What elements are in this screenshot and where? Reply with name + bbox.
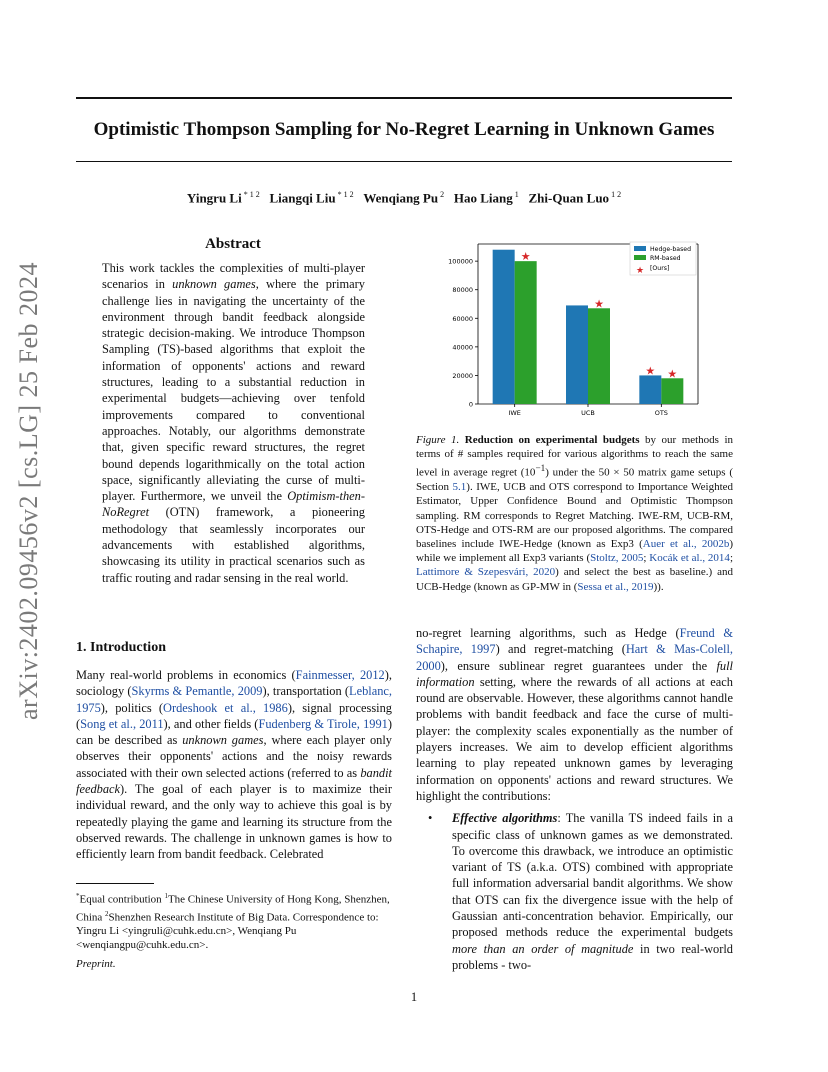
ours-star-marker: ★	[594, 297, 604, 311]
legend-label: Hedge-based	[650, 246, 692, 253]
y-tick-label: 20000	[452, 371, 473, 380]
x-tick-label: UCB	[581, 409, 595, 417]
citation-link[interactable]: Hart & Mas-Colell, 2000	[416, 642, 733, 673]
bar	[566, 305, 588, 404]
author-affiliation-mark: 1	[512, 190, 519, 199]
legend-label: [Ours]	[650, 265, 670, 272]
abstract-heading: Abstract	[205, 236, 261, 252]
footnote-rule	[76, 883, 154, 884]
citation-link[interactable]: Fainmesser, 2012	[295, 668, 385, 682]
citation-link[interactable]: Stoltz, 2005	[590, 552, 644, 565]
legend-swatch	[634, 246, 646, 251]
y-tick-label: 80000	[452, 286, 473, 295]
author-affiliation-mark: * 1 2	[241, 190, 260, 199]
x-tick-label: OTS	[654, 409, 668, 417]
citation-link[interactable]: Kocák et al., 2014	[649, 552, 730, 565]
title-rule	[76, 161, 732, 162]
budget-bar-chart	[432, 234, 732, 424]
citation-link[interactable]: Skyrms & Pemantle, 2009	[131, 684, 263, 699]
ours-star-marker: ★	[667, 367, 678, 381]
right-column-text	[416, 625, 733, 973]
author-name: Hao Liang	[453, 190, 513, 206]
citation-link[interactable]: Leblanc, 1975	[76, 684, 392, 715]
y-tick-label: 40000	[452, 343, 473, 352]
ours-star-marker: ★	[645, 364, 656, 378]
legend-label: RM-based	[650, 255, 681, 262]
bar	[588, 308, 610, 404]
citation-link[interactable]: Freund & Schapire, 1997	[416, 626, 733, 657]
contribution-paragraph: no-regret learning algorithms, such as Hedge (Freund & Schapire, 1997) and regret-matching (Hart & Mas-Colell, 2000), ensure sublinear regret guarantees under the full information setting, where the rewards of all actions at each round are observable. However, these algorithms cannot handle problems with bandit feedback and face the curse of multi-player: the complexity scales exponentially as the number of players increases. We aim to develop efficient algorithms learning to play repeated unknown games by leveraging information on opponents' actions and reward structures. We highlight the contributions:	[416, 626, 733, 803]
author-affiliation-mark: * 1 2	[335, 190, 354, 199]
author-affiliation-mark: 1 2	[609, 190, 622, 199]
figure-caption: Figure 1. Reduction on experimental budgets by our methods in terms of # samples required for various algorithms to reach the same level in average regret $(10^{-1})$ under the 50 × 50 matrix game setups ( Section 5.1). IWE, UCB and OTS correspond to Importance Weighted Estimator, Upper Confidence Bound and Optimistic Thompson sampling. RM corresponds to Regret Matching. IWE-RM, UCB-RM, OTS-Hedge and OTS-RM are our proposed algorithms. The compared baselines include IWE-Hedge (known as Exp3 (Auer et al., 2002b) while we implement all Exp3 variants (Stoltz, 2005; Kocák et al., 2014; Lattimore & Szepesvári, 2020) and select the best as baseline.) and UCB-Hedge (known as GP-MW in (Sessa et al., 2019)).	[416, 434, 734, 593]
author-name: Wenqiang Pu	[363, 190, 439, 206]
abstract-text: This work tackles the complexities of multi-player scenarios in unknown games, where the primary challenge lies in navigating the uncertainty of the environment through bandit feedback alongside strategic decision-making. We introduce Thompson Sampling (TS)-based algorithms that exploit the information of opponents' actions and reward structures, leading to a substantial reduction in experimental budgets—achieving over tenfold improvements compared to conventional approaches. Notably, our algorithms demonstrate that, given specific reward structures, the regret bound depends logarithmically on the total action space, significantly alleviating the curse of multi-player. Furthermore, we unveil the Optimism-then-NoRegret (OTN) framework, a pioneering methodology that seamlessly incorporates our advancements with established algorithms, showcasing its utility in practical scenarios such as traffic routing and radar sensing in the real world.	[102, 261, 366, 585]
author-name: Zhi-Quan Luo	[528, 190, 610, 206]
y-tick-label: 0	[468, 400, 473, 409]
author-name: Yingru Li	[186, 190, 242, 206]
citation-link[interactable]: Lattimore & Szepesvári, 2020	[416, 566, 556, 579]
bar	[515, 261, 537, 404]
author-name: Liangqi Liu	[269, 190, 336, 206]
section-link[interactable]: 5.1	[452, 481, 467, 494]
preprint-note: Preprint.	[76, 958, 116, 970]
bullet-marker: •	[428, 811, 433, 826]
page-number: 1	[410, 990, 418, 1004]
citation-link[interactable]: Auer et al., 2002b	[642, 538, 730, 551]
author-affiliation-mark: 2	[438, 190, 445, 199]
bar	[661, 378, 683, 404]
citation-link[interactable]: Sessa et al., 2019	[577, 580, 654, 593]
contribution-bullet	[416, 810, 733, 973]
paper-title: Optimistic Thompson Sampling for No-Regret Learning in Unknown Games	[93, 119, 715, 140]
y-tick-label: 60000	[452, 314, 473, 323]
citation-link[interactable]: Ordeshook et al., 1986	[163, 700, 288, 715]
author-list	[76, 190, 732, 206]
ours-star-marker: ★	[520, 250, 531, 264]
bar	[639, 375, 661, 404]
footnote: *Equal contribution $^1$The Chinese University of Hong Kong, Shenzhen, China $^2$Shenzhen Research Institute of Big Data. Correspondence to: Yingru Li <yingruli@cuhk.edu.cn>, Wenqiang Pu <wenqiangpu@cuhk.edu.cn>.	[76, 892, 390, 952]
legend-swatch	[634, 255, 646, 260]
citation-link[interactable]: Fudenberg & Tirole, 1991	[258, 716, 388, 731]
top-rule	[76, 97, 732, 99]
intro-paragraph: Many real-world problems in economics (Fainmesser, 2012), sociology (Skyrms & Pemantle, 2009), transportation (Leblanc, 1975), politics (Ordeshook et al., 1986), signal processing (Song et al., 2011), and other fields (Fudenberg & Tirole, 1991) can be described as unknown games, where each player only observes their opponents' actions and the noisy rewards associated with their own selected actions (referred to as bandit feedback). The goal of each player is to maximize their individual reward, and the only way to achieve this goal is by repeatedly playing the game and learning its structure from the observed rewards. The challenge in unknown games is how to efficiently learn from bandit feedback. Celebrated	[76, 668, 393, 862]
arxiv-watermark: arXiv:2402.09456v2 [cs.LG] 25 Feb 2024	[14, 261, 43, 720]
legend-star-icon: ★	[635, 266, 645, 276]
bullet-text: Effective algorithms: The vanilla TS indeed fails in a specific class of unknown games as we demonstrated. To overcome this drawback, we introduce an optimistic variant of TS (a.k.a. OTS) combined with appropriate full information adversarial bandit algorithms. We show that OTS can fix the divergence issue with the help of Gaussian anti-concentration behavior. Empirically, our proposed methods reduce the experimental budgets more than an order of magnitude in two real-world problems - two-	[452, 811, 734, 972]
x-tick-label: IWE	[508, 409, 521, 417]
citation-link[interactable]: Song et al., 2011	[80, 716, 164, 731]
y-tick-label: 100000	[448, 257, 473, 266]
bar	[493, 250, 515, 404]
section-heading: 1. Introduction	[76, 640, 166, 655]
